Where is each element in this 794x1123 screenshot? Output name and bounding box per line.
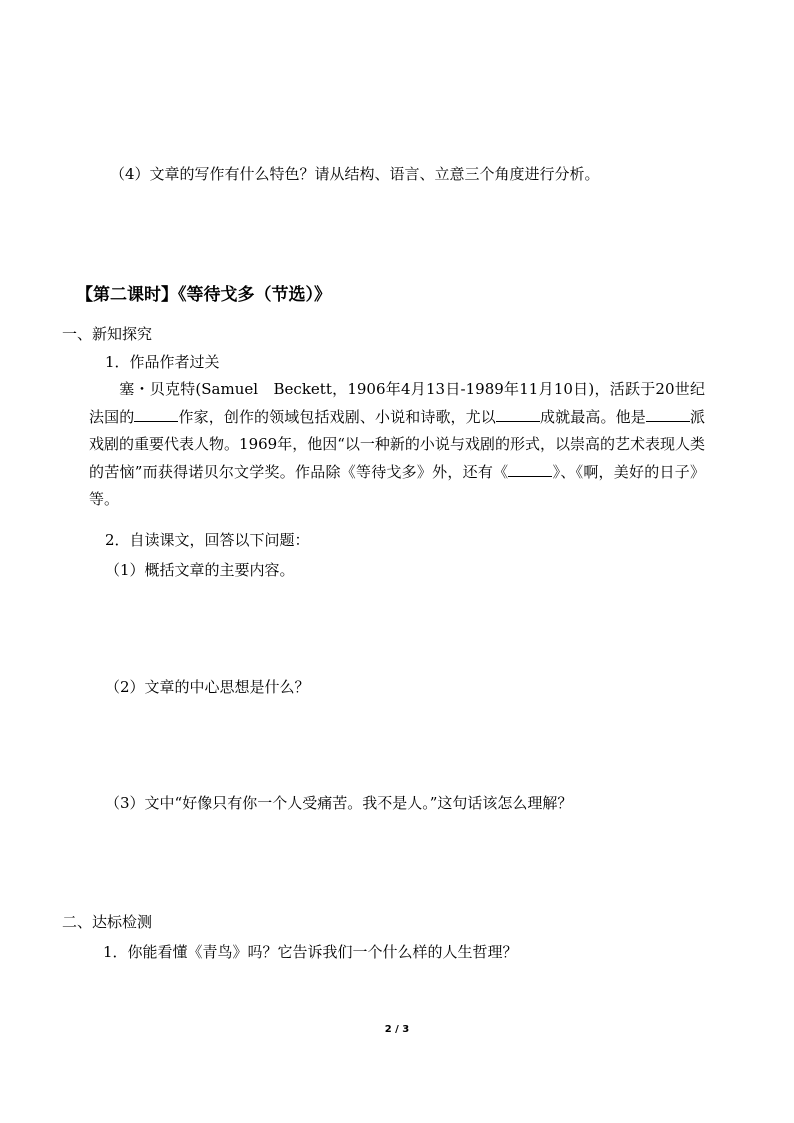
sub-question-2: （2）文章的中心思想是什么？ [105,678,310,696]
item-2-title: 2．自读课文，回答以下问题： [105,531,310,549]
bio-text-4: 派戏剧的重要代表人物。1969年，他因“以一种新的小说与戏剧的形式，以崇高的艺术表现人类的苦恼”而获得诺贝尔文学奖。作品除《等待戈多》外，还有《 [89,407,705,481]
bio-text-1: 塞・贝克特(Samuel Beckett，1906年4月13日-1989年11月10日)，活跃于20世纪法国的 [89,380,705,426]
section-2-title: 二、达标检测 [62,913,153,931]
bio-text-2: 作家，创作的领域包括戏剧、小说和诗歌，尤以 [178,407,496,426]
page-number: 2 / 3 [384,1024,410,1035]
question-4: （4）文章的写作有什么特色？请从结构、语言、立意三个角度进行分析。 [110,165,600,183]
check-question-1: 1．你能看懂《青鸟》吗？它告诉我们一个什么样的人生哲理？ [103,943,518,961]
item-1-title: 1．作品作者过关 [105,353,220,371]
bio-text-3: 成就最高。他是 [539,407,646,426]
sub-question-3: （3）文中“好像只有你一个人受痛苦。我不是人。”这句话该怎么理解？ [105,794,573,812]
sub-question-1: （1）概括文章的主要内容。 [105,561,295,579]
fill-blank-2[interactable] [496,407,540,422]
section-1-title: 一、新知探究 [62,325,153,343]
fill-blank-3[interactable] [646,407,690,422]
fill-blank-1[interactable] [134,407,178,422]
bio-text-5: 》、《啊，美好的日子》等。 [89,462,705,508]
lesson-heading: 【第二课时】《等待戈多（节选）》 [76,285,331,305]
fill-blank-4[interactable] [508,462,552,477]
author-bio-paragraph [89,376,705,514]
